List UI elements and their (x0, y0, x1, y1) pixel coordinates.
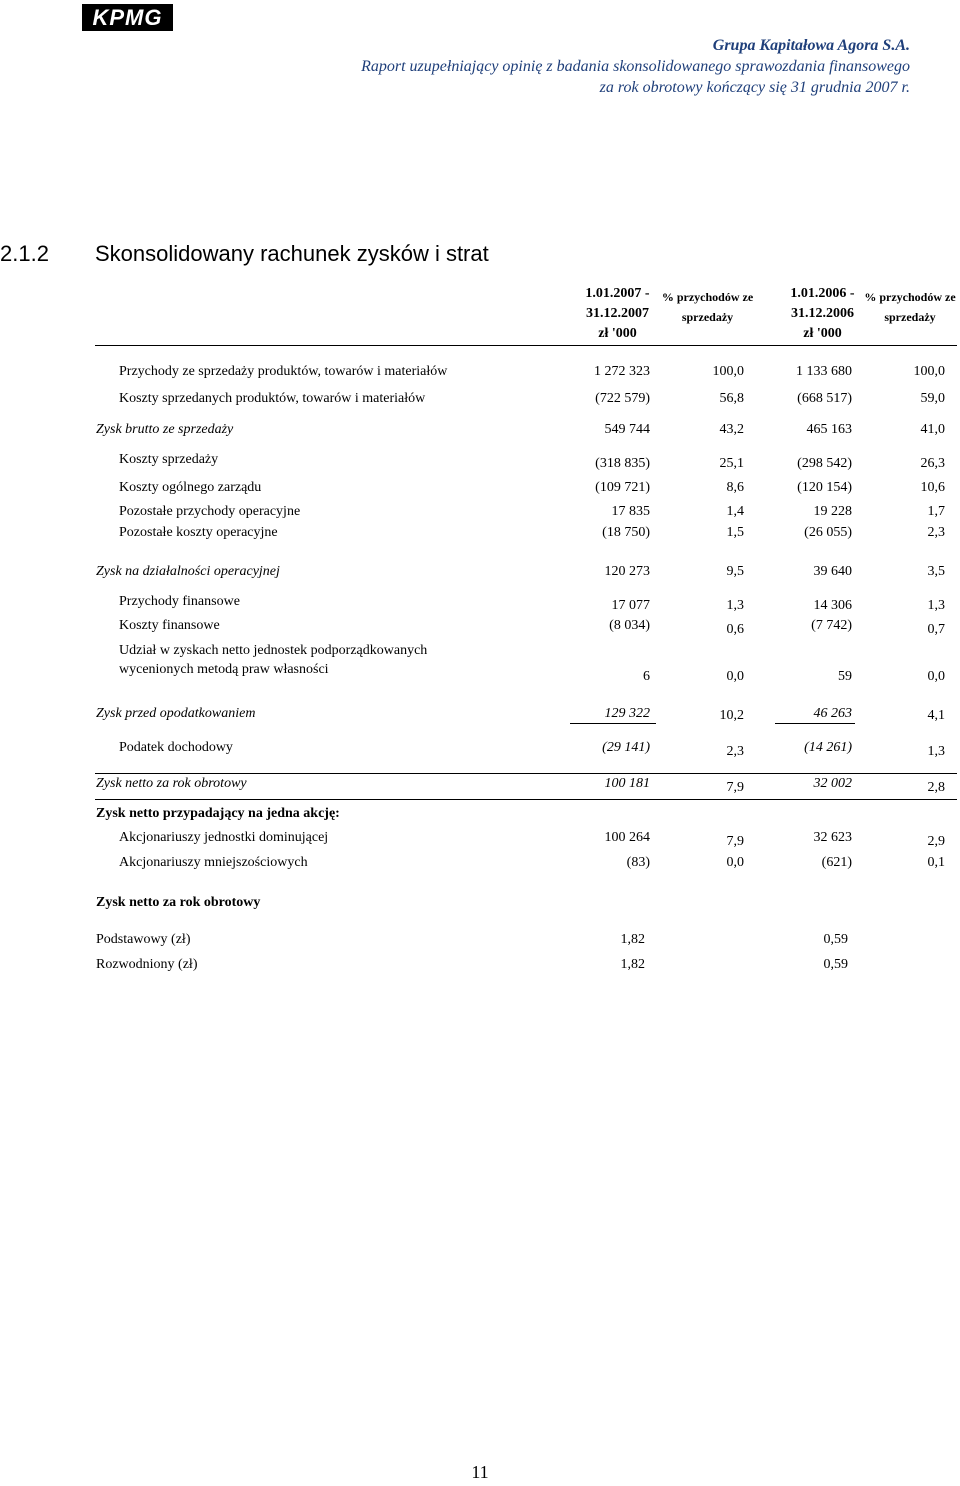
period-2007-end: 31.12.2007 (586, 306, 649, 321)
section-title: Skonsolidowany rachunek zysków i strat (95, 241, 489, 266)
row-label: Zysk netto przypadający na jedna akcję: (96, 806, 340, 821)
table-row (0, 364, 960, 384)
value-2007: (8 034) (609, 618, 650, 633)
value-2006: (621) (821, 855, 852, 870)
value-2007: (83) (626, 855, 650, 870)
row-label: Zysk przed opodatkowaniem (96, 706, 256, 721)
value-2006: 465 163 (806, 422, 852, 437)
table-row (0, 830, 960, 850)
unit-2006: zł '000 (803, 326, 842, 341)
row-label: Akcjonariuszy jednostki dominującej (119, 830, 329, 845)
kpmg-logo: KPMG (82, 4, 173, 31)
pct-2007: 1,3 (726, 598, 744, 613)
table-row (0, 643, 960, 685)
pct-2007: 1,5 (726, 525, 744, 540)
table-row (0, 452, 960, 472)
row-label: Koszty sprzedanych produktów, towarów i materiałów (119, 391, 426, 406)
table-row (0, 391, 960, 411)
value-2007: (109 721) (595, 480, 650, 495)
period-2006-end: 31.12.2006 (791, 306, 854, 321)
pct-2006: 2,8 (927, 780, 945, 795)
value-2007: 1,82 (620, 957, 645, 972)
header-rule (95, 345, 957, 346)
pct-2006: 0,7 (927, 622, 945, 637)
pct-2006: 10,6 (920, 480, 945, 495)
row-label: Koszty sprzedaży (119, 452, 219, 467)
table-row (0, 422, 960, 442)
row-label: Rozwodniony (zł) (96, 957, 198, 972)
value-2006: (668 517) (797, 391, 852, 406)
value-2007: 17 835 (611, 504, 650, 519)
pct-2007: 7,9 (726, 780, 744, 795)
section-number: 2.1.2 (0, 241, 49, 266)
column-header-period-2006 (780, 284, 865, 324)
row-label: Zysk netto za rok obrotowy (96, 895, 261, 910)
pct-2006: 41,0 (920, 422, 945, 437)
period-2007-start: 1.01.2007 - (585, 286, 650, 301)
row-label: Przychody ze sprzedaży produktów, towarów i materiałów (119, 364, 448, 379)
pct-2007: 43,2 (719, 422, 744, 437)
value-2006: 19 228 (813, 504, 852, 519)
value-2007: (722 579) (595, 391, 650, 406)
value-2007: 6 (643, 669, 650, 684)
report-title: Raport uzupełniający opinię z badania skonsolidowanego sprawozdania finansowego (361, 58, 910, 75)
row-label: Akcjonariuszy mniejszościowych (119, 855, 308, 870)
net-profit-rule-bottom (95, 799, 957, 800)
pct-2006: 1,3 (927, 598, 945, 613)
table-row (0, 957, 960, 977)
pct-2006-line1: % przychodów ze (864, 290, 956, 304)
pct-2006: 0,0 (927, 669, 945, 684)
pct-2006-line2: sprzedaży (884, 310, 936, 324)
value-2007: 129 322 (604, 706, 650, 721)
value-2007: (18 750) (602, 525, 650, 540)
pct-2007: 0,6 (726, 622, 744, 637)
pct-2007-line2: sprzedaży (681, 310, 734, 324)
row-label: Zysk na działalności operacyjnej (96, 564, 280, 579)
value-2006: 14 306 (813, 598, 852, 613)
value-2007: 120 273 (604, 564, 650, 579)
pct-2007: 10,2 (719, 708, 744, 723)
table-row (0, 895, 960, 915)
value-2006: (26 055) (804, 525, 852, 540)
page-number: 11 (471, 1462, 489, 1482)
value-2007: (318 835) (595, 456, 650, 471)
subtotal-rule (570, 723, 656, 724)
net-profit-rule-top (95, 773, 957, 774)
row-label-continued: wycenionych metodą praw własności (119, 662, 329, 677)
pct-2006: 26,3 (920, 456, 945, 471)
table-row (0, 525, 960, 545)
period-2006-start: 1.01.2006 - (790, 286, 855, 301)
pct-2007: 56,8 (719, 391, 744, 406)
value-2007: 1,82 (620, 932, 645, 947)
row-label: Udział w zyskach netto jednostek podporządkowanych (119, 643, 428, 658)
value-2006: (120 154) (797, 480, 852, 495)
value-2007: 549 744 (604, 422, 650, 437)
report-period: za rok obrotowy kończący się 31 grudnia 2007 r. (599, 79, 910, 96)
pct-2007: 0,0 (726, 855, 744, 870)
pct-2007: 2,3 (726, 744, 744, 759)
value-2006: 0,59 (823, 932, 848, 947)
pct-2007: 25,1 (719, 456, 744, 471)
table-row (0, 932, 960, 952)
row-label: Pozostałe koszty operacyjne (119, 525, 278, 540)
pct-2007-line1: % przychodów ze (661, 290, 754, 304)
pct-2007: 7,9 (726, 834, 744, 849)
pct-2007: 0,0 (726, 669, 744, 684)
pct-2006: 100,0 (913, 364, 945, 379)
pct-2006: 59,0 (920, 391, 945, 406)
unit-2007: zł '000 (598, 326, 637, 341)
value-2007: 100 181 (604, 776, 650, 791)
subtotal-rule (775, 723, 855, 724)
company-name: Grupa Kapitałowa Agora S.A. (712, 37, 910, 54)
pct-2007: 8,6 (726, 480, 744, 495)
pct-2006: 2,3 (927, 525, 945, 540)
pct-2006: 0,1 (927, 855, 945, 870)
table-row (0, 480, 960, 500)
table-row (0, 855, 960, 875)
value-2006: 1 133 680 (796, 364, 852, 379)
value-2007: (29 141) (602, 740, 650, 755)
value-2006: (14 261) (804, 740, 852, 755)
table-row (0, 564, 960, 584)
pct-2006: 4,1 (927, 708, 945, 723)
value-2006: 0,59 (823, 957, 848, 972)
pct-2007: 100,0 (712, 364, 744, 379)
row-label: Koszty finansowe (119, 618, 220, 633)
value-2007: 17 077 (611, 598, 650, 613)
pct-2007: 1,4 (726, 504, 744, 519)
row-label: Podstawowy (zł) (96, 932, 191, 947)
pct-2007: 9,5 (726, 564, 744, 579)
value-2006: (298 542) (797, 456, 852, 471)
value-2006: 39 640 (813, 564, 852, 579)
row-label: Zysk brutto ze sprzedaży (96, 422, 234, 437)
table-row (0, 594, 960, 614)
pct-2006: 1,3 (927, 744, 945, 759)
column-header-pct-2006 (860, 287, 960, 327)
row-label: Zysk netto za rok obrotowy (96, 776, 247, 791)
column-header-period-2007 (575, 284, 660, 324)
table-row (0, 618, 960, 638)
column-header-pct-2007 (660, 287, 755, 327)
pct-2006: 1,7 (927, 504, 945, 519)
table-row (0, 504, 960, 524)
table-row (0, 740, 960, 760)
row-label: Koszty ogólnego zarządu (119, 480, 262, 495)
value-2006: 32 623 (813, 830, 852, 845)
value-2006: (7 742) (811, 618, 852, 633)
value-2006: 46 263 (813, 706, 852, 721)
value-2006: 59 (838, 669, 852, 684)
row-label: Przychody finansowe (119, 594, 240, 609)
row-label: Podatek dochodowy (119, 740, 233, 755)
value-2007: 1 272 323 (594, 364, 650, 379)
pct-2006: 2,9 (927, 834, 945, 849)
row-label: Pozostałe przychody operacyjne (119, 504, 301, 519)
value-2007: 100 264 (604, 830, 650, 845)
value-2006: 32 002 (813, 776, 852, 791)
table-row (0, 776, 960, 796)
table-row (0, 806, 960, 826)
pct-2006: 3,5 (927, 564, 945, 579)
